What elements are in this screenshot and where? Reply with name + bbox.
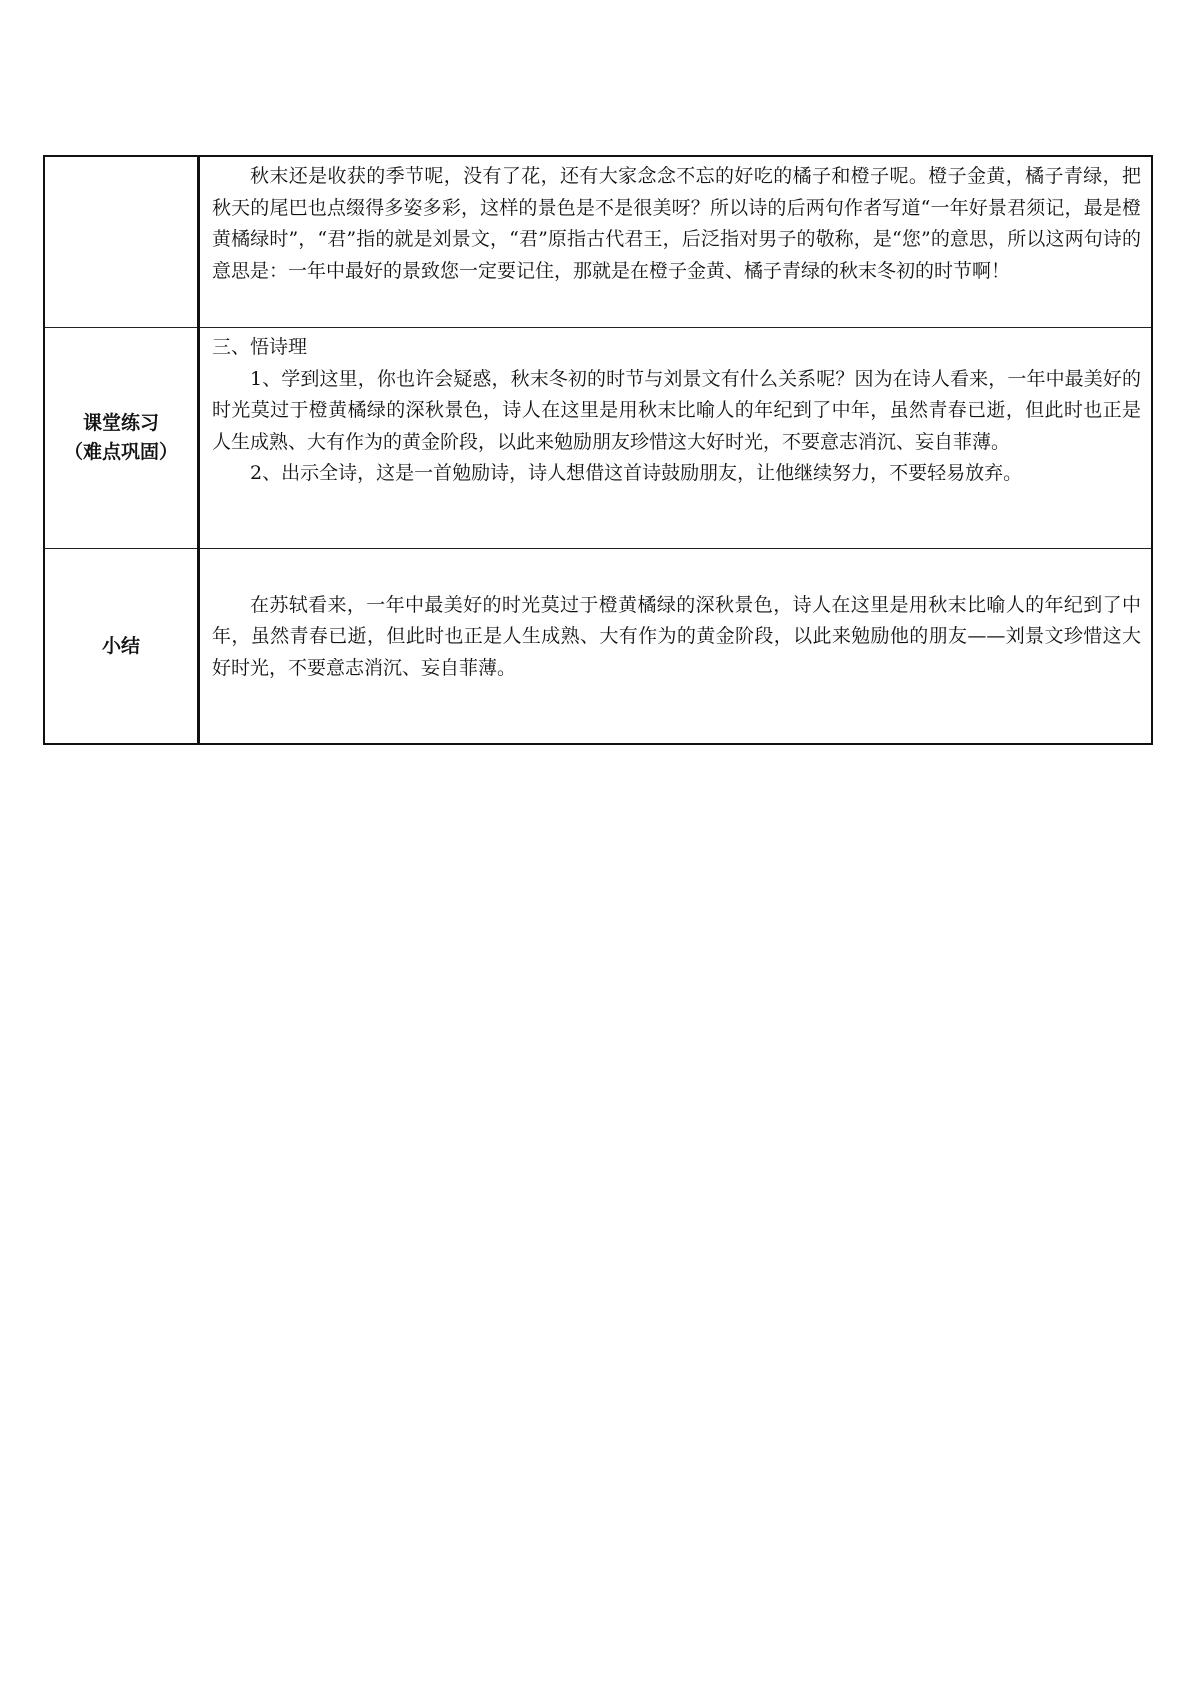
- row-content-poem-meaning: [199, 328, 1153, 549]
- row-content-autumn-scenery: [199, 156, 1153, 328]
- paragraph: 秋末还是收获的季节呢，没有了花，还有大家念念不忘的好吃的橘子和橙子呢。橙子金黄，橘子青绿，把秋天的尾巴也点缀得多姿多彩，这样的景色是不是很美呀？所以诗的后两句作者写道“一年好景君须记，最是橙黄橘绿时”，“君”指的就是刘景文，“君”原指古代君王，后泛指对男子的敬称，是“您”的意思，所以这两句诗的意思是：一年中最好的景致您一定要记住，那就是在橙子金黄、橘子青绿的秋末冬初的时节啊！: [212, 165, 1141, 282]
- lesson-plan-table: [43, 155, 1153, 745]
- row-label-classroom-practice: [44, 328, 199, 549]
- label-classroom-practice: 课堂练习: [82, 412, 159, 434]
- paragraph: 在苏轼看来，一年中最美好的时光莫过于橙黄橘绿的深秋景色，诗人在这里是用秋末比喻人的年纪到了中年，虽然青春已逝，但此时也正是人生成熟、大有作为的黄金阶段，以此来勉励他的朋友——刘景文珍惜这大好时光，不要意志消沉、妄自菲薄。: [212, 593, 1141, 679]
- label-difficulty-consolidation: （难点巩固）: [63, 441, 178, 463]
- paragraph: 2、出示全诗，这是一首勉励诗，诗人想借这首诗鼓励朋友，让他继续努力，不要轻易放弃。: [250, 462, 1023, 484]
- table-row: [44, 156, 1152, 328]
- section-heading: 三、悟诗理: [212, 336, 308, 358]
- table-row: [44, 328, 1152, 549]
- row-label-empty: [44, 156, 199, 328]
- table-row: [44, 549, 1152, 745]
- paragraph: 1、学到这里，你也许会疑惑，秋末冬初的时节与刘景文有什么关系呢？因为在诗人看来，一年中最美好的时光莫过于橙黄橘绿的深秋景色，诗人在这里是用秋末比喻人的年纪到了中年，虽然青春已逝，但此时也正是人生成熟、大有作为的黄金阶段，以此来勉励朋友珍惜这大好时光，不要意志消沉、妄自菲薄。: [212, 367, 1141, 453]
- row-label-summary: 小结: [44, 549, 199, 745]
- row-content-summary: [199, 549, 1153, 745]
